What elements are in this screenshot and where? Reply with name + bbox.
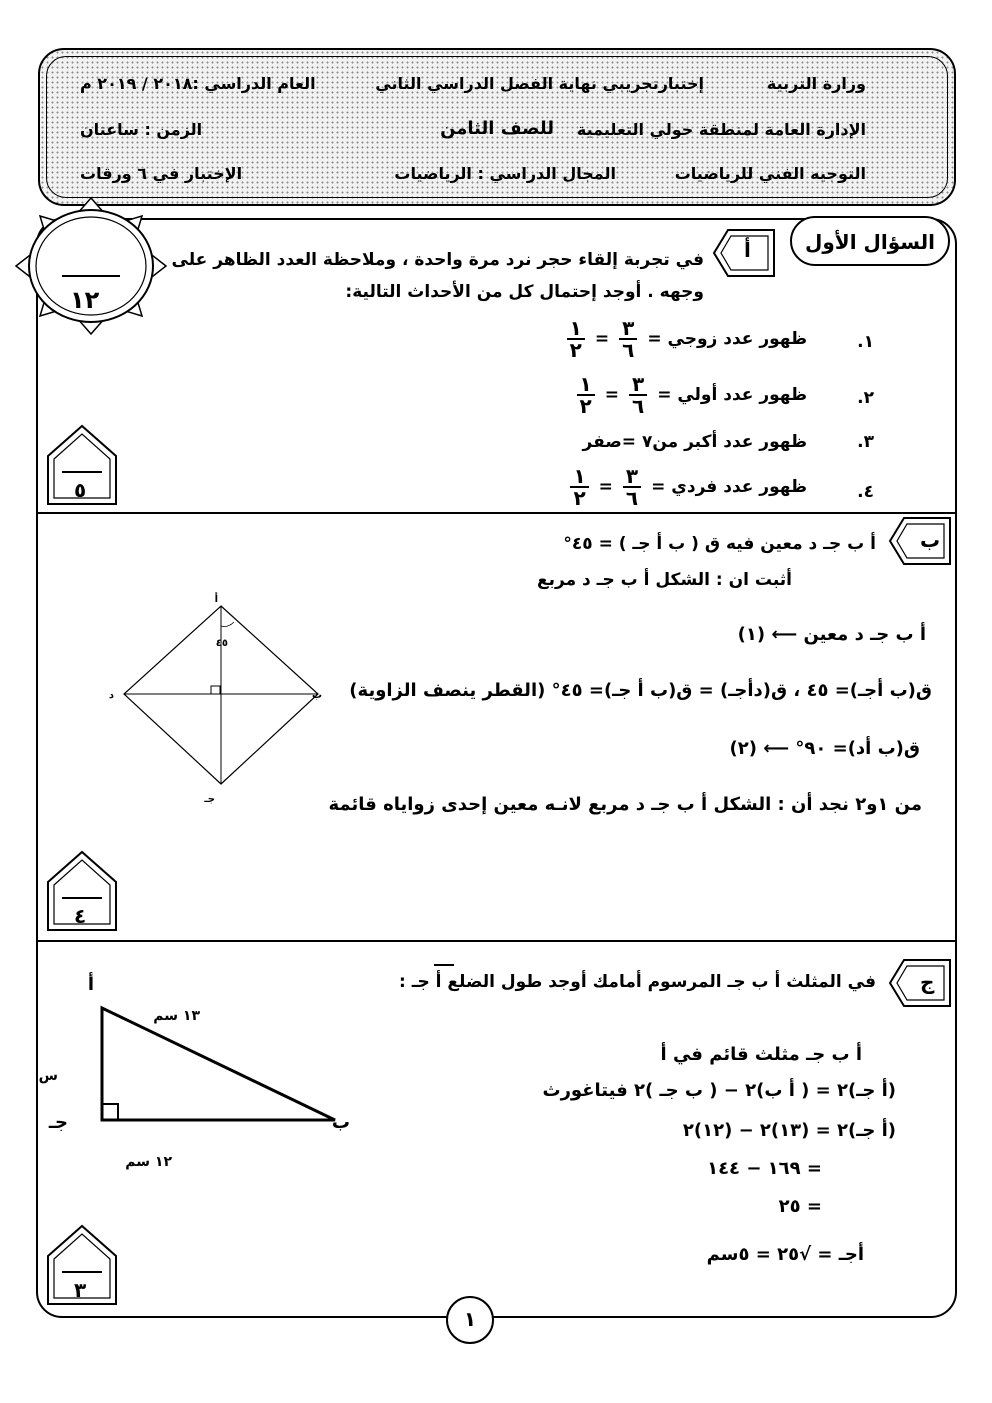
part-b-step-3: ق(ب أد)= ٩٠° ⟵ (٢): [729, 738, 920, 759]
vertex-b: ب: [331, 1112, 350, 1133]
item-1: ظهور عدد زوجي = $\frac{٣}{٦}$ = $\frac{١}{٢}$: [563, 318, 807, 360]
vertex-c: جـ: [204, 794, 215, 805]
page-count: الإختبار في ٦ ورقات: [80, 164, 243, 183]
item-1-number: ١.: [857, 332, 874, 352]
vertex-d: د: [108, 690, 114, 701]
question-title: السؤال الأول: [790, 216, 950, 266]
part-a-score: ٥: [74, 478, 87, 502]
item-2-fraction-2: $\frac{١}{٢}$: [577, 374, 595, 416]
part-c-line-2: (أ جـ)٢ = ( أ ب)٢ − ( ب جـ )٢ فيتاغورث: [542, 1080, 896, 1101]
section-divider-bc: [38, 940, 955, 942]
page-number: ١: [446, 1296, 494, 1344]
base-label: ١٢ سم: [125, 1154, 172, 1170]
part-b-step-2: ق(ب أجـ)= ٤٥ ، ق(دأجـ) = ق(ب أ جـ)= ٤٥° (القطر ينصف الزاوية): [349, 680, 932, 701]
exam-title: إختبارتجريبي نهاية الفصل الدراسي الثاني: [375, 74, 704, 93]
grade: للصف الثامن: [440, 118, 554, 139]
section-divider-ab: [38, 512, 955, 514]
item-3-number: ٣.: [857, 432, 874, 452]
rhombus-figure: [110, 588, 350, 810]
part-c-label: ج: [920, 970, 935, 994]
item-2: ظهور عدد أولي = $\frac{٣}{٦}$ = $\frac{١}{٢}$: [573, 374, 808, 416]
vertex-a: أ: [214, 594, 218, 605]
supervision: التوجيه الفني للرياضيات: [674, 164, 866, 183]
vertex-b: ب: [311, 690, 322, 701]
item-4-text: ظهور عدد فردي =: [651, 477, 807, 497]
part-c-line-1: أ ب جـ مثلث قائم في أ: [660, 1044, 862, 1065]
part-b-given: أ ب جـ د معين فيه ق ( ب أ جـ ) = ٤٥°: [563, 534, 876, 554]
item-4-fraction-2: $\frac{١}{٢}$: [570, 466, 588, 508]
item-3-text: ظهور عدد أكبر من٧ =صفر: [582, 432, 807, 452]
part-c-line-5: = ٢٥: [778, 1196, 822, 1217]
part-b-score: ٤: [74, 904, 87, 928]
angle-label: ٤٥: [215, 638, 228, 649]
hypotenuse-label: ١٣ سم: [153, 1008, 200, 1024]
part-a-prompt-2: وجهه . أوجد إحتمال كل من الأحداث التالية:: [345, 282, 704, 302]
school-year: العام الدراسي :٢٠١٨ / ٢٠١٩ م: [80, 74, 316, 93]
part-b-conclusion: من ١و٢ نجد أن : الشكل أ ب جـ د مربع لانـه معين إحدى زواياه قائمة: [328, 794, 922, 815]
ministry: وزارة التربية: [766, 74, 866, 93]
total-score: ١٢: [70, 286, 100, 314]
exam-time: الزمن : ساعتان: [80, 120, 203, 139]
item-4: ظهور عدد فردي = $\frac{٣}{٦}$ = $\frac{١}{٢}$: [566, 466, 807, 508]
item-2-number: ٢.: [857, 388, 874, 408]
part-b-label: ب: [920, 528, 941, 552]
district: الإدارة العامة لمنطقة حولي التعليمية: [576, 120, 866, 139]
segment-bar: [434, 964, 454, 966]
item-1-fraction-1: $\frac{٣}{٦}$: [619, 318, 637, 360]
item-4-number: ٤.: [857, 482, 874, 502]
part-c-line-6: أجـ = √٢٥ = ٥سم: [706, 1244, 864, 1265]
part-c-score: ٣: [74, 1278, 87, 1302]
exam-header: [38, 48, 956, 206]
side-label: س: [38, 1068, 58, 1084]
vertex-a: أ: [87, 974, 94, 995]
part-a-prompt-1: في تجربة إلقاء حجر نرد مرة واحدة ، وملاحظة العدد الظاهر على: [171, 250, 704, 270]
vertex-c: جـ: [48, 1112, 68, 1133]
part-c-line-3: (أ جـ)٢ = (١٣)٢ − (١٢)٢: [682, 1120, 896, 1141]
subject: المجال الدراسي : الرياضيات: [394, 164, 616, 183]
item-2-fraction-1: $\frac{٣}{٦}$: [629, 374, 647, 416]
triangle-figure: [38, 970, 390, 1180]
part-b-step-1: أ ب جـ د معين ⟵ (١): [737, 624, 926, 645]
item-4-fraction-1: $\frac{٣}{٦}$: [623, 466, 641, 508]
item-2-text: ظهور عدد أولي =: [657, 385, 807, 405]
part-c-line-4: = ١٦٩ − ١٤٤: [707, 1158, 822, 1179]
part-c-prompt: في المثلث أ ب جـ المرسوم أمامك أوجد طول الضلع أ جـ :: [398, 972, 876, 992]
total-score-badge: [12, 196, 170, 336]
item-1-fraction-2: $\frac{١}{٢}$: [567, 318, 585, 360]
part-b-prove: أثبت ان : الشكل أ ب جـ د مربع: [537, 570, 792, 590]
part-a-label: أ: [744, 238, 751, 262]
item-1-text: ظهور عدد زوجي =: [647, 329, 807, 349]
